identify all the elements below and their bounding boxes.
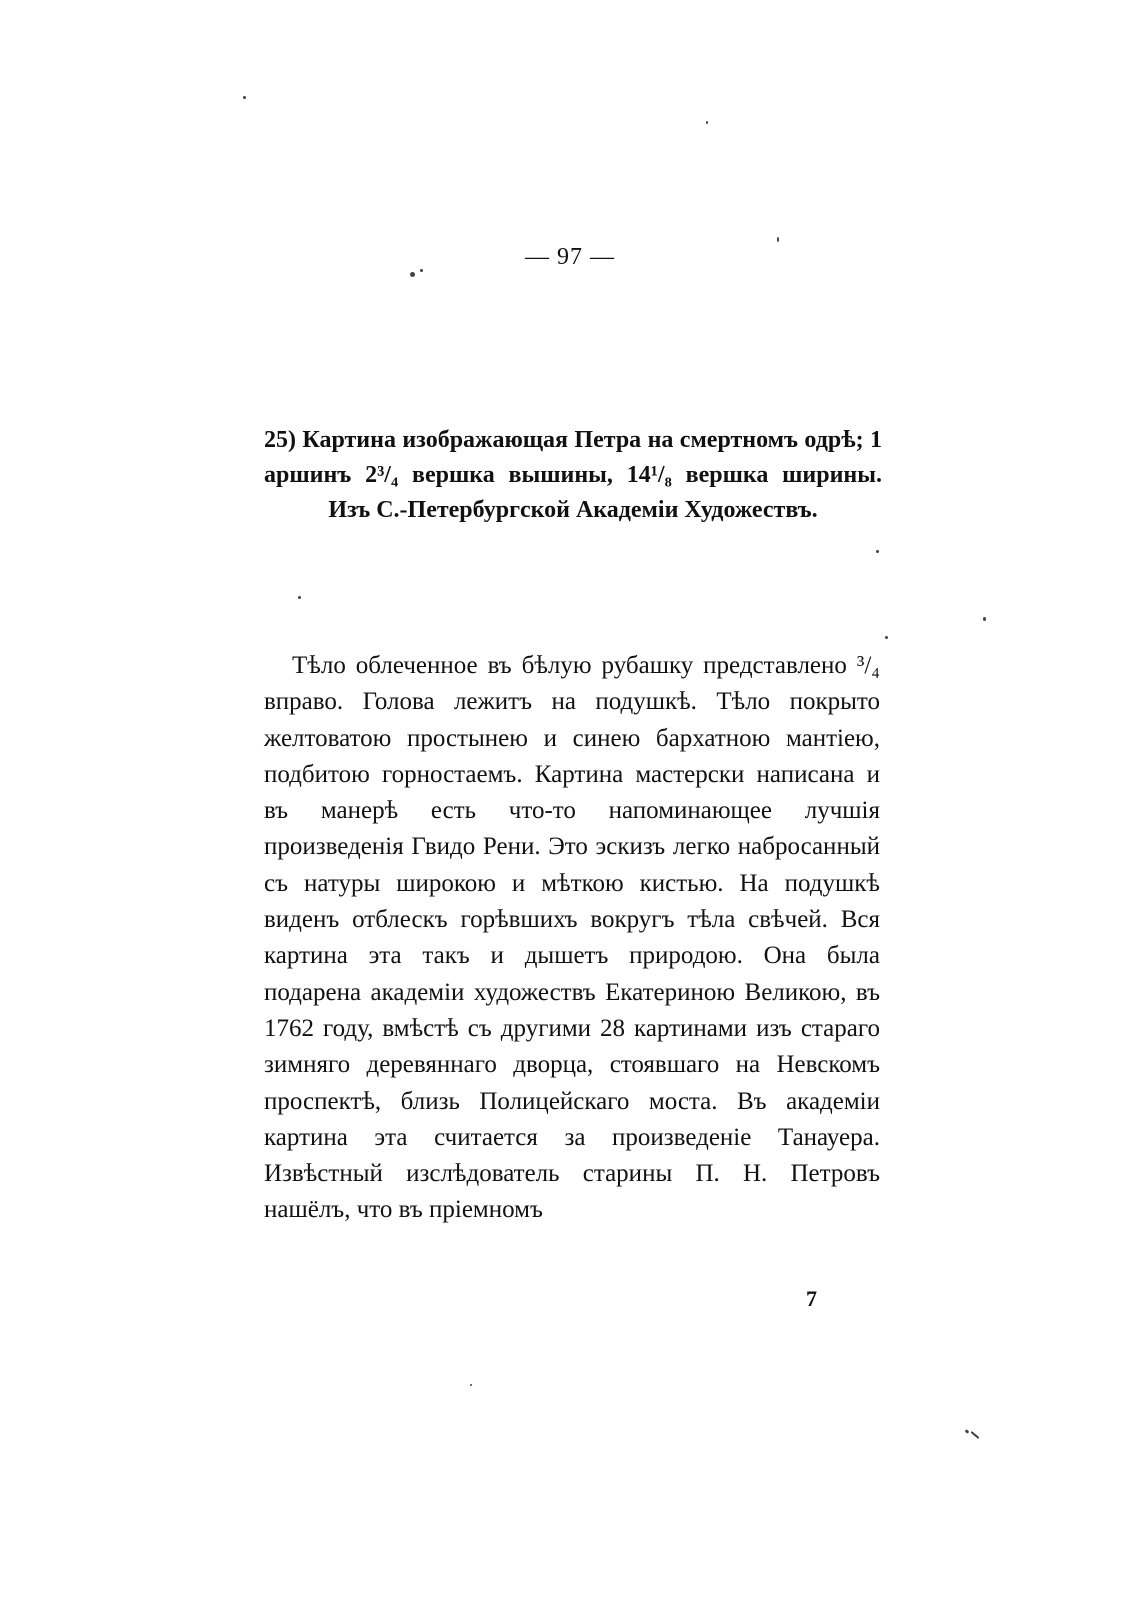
catalog-entry-heading: 25) Картина изображающая Петра на смертномъ одрѣ; 1 аршинъ 2³/₄ вершка вышины, 14¹/₈ вершка ширины. Изъ С.-Петербургской Академіи Художествъ. (264, 427, 882, 523)
scan-speck (243, 96, 246, 99)
page-number: — 97 — (525, 244, 615, 270)
scan-speck (777, 237, 779, 242)
scan-speck (965, 1429, 970, 1434)
scan-speck (885, 636, 888, 639)
scan-speck (706, 121, 708, 124)
entry-description-paragraph: Тѣло облеченное въ бѣлую рубашку представлено ³/₄ вправо. Голова лежитъ на подушкѣ. Тѣло покрыто желтоватою простынею и синею бархатною мантіею, подбитою горностаемъ. Картина мастерски написана и въ манерѣ есть что-то напоминающее лучшія произведенія Гвидо Рени. Это эскизъ легко набросанный съ натуры широкою и мѣткою кистью. На подушкѣ виденъ отблескъ горѣвшихъ вокругъ тѣла свѣчей. Вся картина эта такъ и дышетъ природою. Она была подарена академіи художествъ Екатериною Великою, въ 1762 году, вмѣстѣ съ другими 28 картинами изъ стараго зимняго деревяннаго дворца, стоявшаго на Невскомъ проспектѣ, близь Полицейскаго моста. Въ академіи картина эта считается за произведеніе Танауера. Извѣстный изслѣдователь старины П. Н. Петровъ нашёлъ, что въ пріемномъ (264, 652, 880, 1224)
scan-speck (410, 272, 415, 277)
scan-speck (470, 1384, 472, 1386)
printer-signature-mark: 7 (806, 1286, 817, 1311)
scan-speck (420, 269, 423, 272)
scan-speck (298, 596, 301, 599)
scan-speck (971, 1431, 980, 1439)
scan-speck (876, 550, 879, 553)
scan-speck (983, 617, 986, 621)
